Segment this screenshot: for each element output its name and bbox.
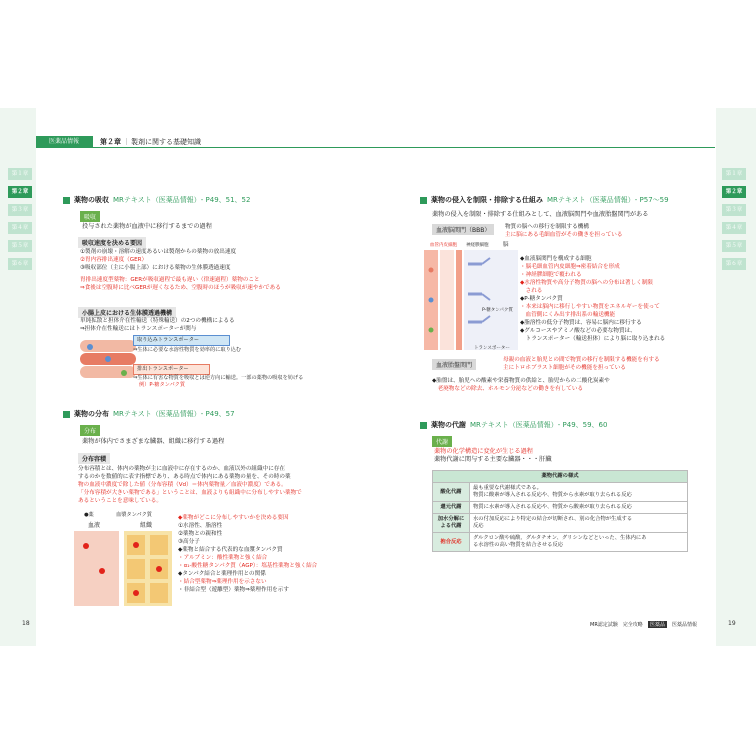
table-value-line: グルクロン酸や硫酸、グルタチオン、グリシンなどといった、生体内にあ bbox=[473, 535, 647, 541]
barrier-intro: 薬物の侵入を制限・排除する仕組みとして、血液脳関門や血液胎盤関門がある bbox=[432, 211, 649, 218]
chapter-tab[interactable]: 第４章 bbox=[722, 222, 746, 234]
bbb-point: ・脳毛細血管内皮細胞⇒密着結合を形成 bbox=[520, 264, 620, 270]
bbb-illustration bbox=[424, 250, 518, 350]
uptake-transporter-label: 取り込みトランスポーター bbox=[137, 337, 200, 343]
vd-line-3: 物の血液中濃度で除した値（分布容積（Vd）＝体内薬物量／血液中濃度）である。 bbox=[78, 482, 287, 488]
distribution-point: ・α₁-酸性糖タンパク質（AGP）：塩基性薬物と強く結合 bbox=[178, 563, 318, 569]
chapter-tab[interactable]: 第５章 bbox=[722, 240, 746, 252]
metabolism-desc-2: 薬物代謝に関与する主要な臓器・・・肝臓 bbox=[434, 456, 552, 463]
table-value-line: 最も重要な代謝様式である。 bbox=[473, 485, 542, 491]
header-rule bbox=[35, 147, 715, 148]
page-number-right: 19 bbox=[728, 620, 736, 627]
bbb-point: ◆血液脳関門を構成する細胞 bbox=[520, 256, 592, 262]
absorption-heading bbox=[63, 195, 250, 205]
header-chapter: 第２章 bbox=[100, 138, 121, 146]
table-value bbox=[470, 483, 688, 502]
footer-book-sub: 医薬品情報 bbox=[672, 622, 698, 628]
distribution-point: ◆薬物がどこに分布しやすいかを決める要因 bbox=[178, 515, 289, 521]
distribution-point: ◆薬物と結合する代表的な血漿タンパク質 bbox=[178, 547, 283, 553]
metabolism-table bbox=[432, 470, 688, 552]
bbb-point: トランスポーター（輸送担体）により脳に取り込まれる bbox=[520, 336, 666, 342]
table-value-line: 反応 bbox=[473, 523, 484, 529]
uptake-transporter-box bbox=[133, 335, 230, 346]
table-key: 抱合反応 bbox=[433, 533, 470, 552]
absorption-note-1: 胃排出速度型薬物：GERが吸収過程で最も遅い（律速過程）薬物のこと bbox=[80, 277, 260, 283]
legend-plasma-protein: 血漿タンパク質 bbox=[116, 512, 152, 518]
intestine-illustration bbox=[78, 335, 138, 385]
page-number-left: 18 bbox=[22, 620, 30, 627]
table-value bbox=[470, 502, 688, 514]
header-badge: 医薬品情報 bbox=[35, 136, 93, 147]
chapter-tab[interactable]: 第５章 bbox=[8, 240, 32, 252]
vd-line-1: 分布容積とは、体内の薬物が主に血液中に存在するのか、血液以外の組織中に存在 bbox=[78, 466, 285, 472]
bbb-point: ・本来は脳内に移行しやすい物質をエネルギーを使って bbox=[520, 304, 660, 310]
chapter-tab[interactable]: 第３章 bbox=[722, 204, 746, 216]
bbb-point: ◆脂溶性の低分子物質は、容易に脳内に移行する bbox=[520, 320, 642, 326]
absorption-factor-3: ③吸収部位（主に小腸上部）における薬物の生体膜透過速度 bbox=[80, 265, 231, 271]
bbb-point: される bbox=[520, 288, 543, 294]
distribution-desc: 薬物が体内でさまざまな臓器、組織に移行する過程 bbox=[82, 438, 225, 445]
bullet-square-icon bbox=[420, 197, 427, 204]
bbb-point: 血管側にくみ出す排出系の輸送機能 bbox=[520, 312, 616, 318]
bbb-tag: 血液脳関門（BBB） bbox=[432, 224, 494, 235]
membrane-text-2: ⇒担体介在性輸送にはトランスポーターが関与 bbox=[80, 326, 197, 332]
bullet-square-icon bbox=[63, 197, 70, 204]
absorption-title: 薬物の吸収 bbox=[74, 196, 109, 204]
table-row bbox=[433, 483, 688, 502]
bullet-square-icon bbox=[420, 422, 427, 429]
vd-line-5: あるということを意味している。 bbox=[78, 498, 162, 504]
distribution-point: ◆タンパク結合と薬理作用との関係 bbox=[178, 571, 266, 577]
distribution-point: ③高分子 bbox=[178, 539, 200, 545]
header-title: 製剤に関する基礎知識 bbox=[131, 138, 201, 146]
chapter-tab[interactable]: 第２章 bbox=[8, 186, 32, 198]
absorption-factors-heading: 吸収速度を決める要因 bbox=[78, 237, 146, 248]
fig-label-tissue: 組織 bbox=[140, 522, 153, 529]
bbb-point: ・神経膠細胞で覆われる bbox=[520, 272, 582, 278]
legend-drug: ●薬 bbox=[84, 512, 94, 518]
efflux-transporter-box bbox=[133, 364, 210, 375]
distribution-illustration bbox=[74, 531, 174, 606]
table-value-line: 物質に水素が導入される反応や、物質から酸素が取り去られる反応 bbox=[473, 504, 632, 510]
metabolism-tag: 代謝 bbox=[432, 436, 452, 447]
table-value-line: 水の付加反応により特定の結合が切断され、別の化合物が生成する bbox=[473, 516, 633, 522]
metabolism-desc-1: 薬物の化学構造に変化が生じる過程 bbox=[434, 448, 533, 455]
barrier-heading bbox=[420, 195, 669, 205]
distribution-point: ・結合型薬物⇒薬理作用を示さない bbox=[178, 579, 267, 585]
placenta-tag: 血液胎盤関門 bbox=[432, 359, 476, 370]
bbb-desc-1: 物質の脳への移行を制限する機構 bbox=[505, 224, 589, 230]
distribution-point: ・アルブミン：酸性薬物と強く結合 bbox=[178, 555, 268, 561]
fig-label-endothelial: 血管内皮細胞 bbox=[430, 243, 457, 248]
chapter-tab[interactable]: 第１章 bbox=[722, 168, 746, 180]
efflux-transporter-example: 例）P-糖タンパク質 bbox=[139, 382, 186, 388]
table-key: 還元代謝 bbox=[433, 502, 470, 514]
membrane-text-1: 単純拡散と担体介在性輸送（特殊輸送）の2つの機構によるる bbox=[80, 318, 235, 324]
distribution-point: ・非結合型（遊離型）薬物⇒薬理作用を示す bbox=[178, 587, 289, 593]
barrier-ref: MRテキスト（医薬品情報）- P57〜59 bbox=[547, 196, 669, 204]
header-sep: ｜ bbox=[123, 138, 130, 146]
absorption-note-2: ⇒食後は空腹時に比べGERが遅くなるため、空腹時のほうが吸収が速やかである bbox=[80, 285, 281, 291]
distribution-heading bbox=[63, 409, 235, 419]
uptake-transporter-desc: ⇒生体に必要な水溶性物質を効率的に取り込む bbox=[133, 347, 242, 353]
metabolism-title: 薬物の代謝 bbox=[431, 421, 466, 429]
chapter-tab[interactable]: 第４章 bbox=[8, 222, 32, 234]
table-row bbox=[433, 533, 688, 552]
absorption-ref: MRテキスト（医薬品情報）- P49、51、52 bbox=[113, 196, 251, 204]
bbb-desc-2: 主に脳にある毛細血管がその働きを担っている bbox=[505, 232, 623, 238]
distribution-point: ①水溶性、脂溶性 bbox=[178, 523, 223, 529]
table-value-line: る水溶性の高い物質を結合させる反応 bbox=[473, 542, 564, 548]
metabolism-heading bbox=[420, 420, 607, 430]
efflux-transporter-desc: ⇒生体に有害な物質を吸収とは逆方向に輸送。一部の薬物の吸収を妨げる bbox=[133, 375, 304, 381]
membrane-heading: 小腸上皮における生体膜透過機構 bbox=[78, 307, 176, 318]
table-key: 酸化代謝 bbox=[433, 483, 470, 502]
absorption-tag: 吸収 bbox=[80, 211, 100, 222]
bbb-point: ◆グルコースやアミノ酸などの必要な物質は、 bbox=[520, 328, 636, 334]
vd-heading: 分布容積 bbox=[78, 453, 110, 464]
absorption-factor-1: ①製剤の崩壊・溶解の速度あるいは製剤からの薬物の放出速度 bbox=[80, 249, 237, 255]
footer-book-tab: 医薬品 bbox=[650, 622, 666, 628]
table-value bbox=[470, 514, 688, 533]
table-value-line: 物質に酸素が導入される反応や、物質から水素が取り去られる反応 bbox=[473, 492, 632, 498]
table-row bbox=[433, 514, 688, 533]
table-row bbox=[433, 502, 688, 514]
chapter-tab[interactable]: 第６章 bbox=[8, 258, 32, 270]
placenta-desc-1: 母親の血液と胎児との間で物質の移行を制限する機能を有する bbox=[503, 357, 660, 363]
chapter-tab[interactable]: 第６章 bbox=[722, 258, 746, 270]
vd-line-4: 「分布容積が大きい薬物である」ということは、血液よりも組織中に分布しやすい薬物で bbox=[78, 490, 302, 496]
fig-label-glia: 神経膠細胞 bbox=[466, 243, 489, 248]
distribution-ref: MRテキスト（医薬品情報）- P49、57 bbox=[113, 410, 235, 418]
placenta-note-2: 老廃物などの除去、ホルモン分泌などの働きを有している bbox=[432, 386, 584, 392]
distribution-title: 薬物の分布 bbox=[74, 410, 109, 418]
chapter-tab[interactable]: 第３章 bbox=[8, 204, 32, 216]
fig-label-transporter: トランスポーター bbox=[474, 346, 510, 351]
absorption-desc: 投与された薬物が血液中に移行するまでの過程 bbox=[82, 223, 212, 230]
fig-label-brain: 脳 bbox=[503, 242, 509, 248]
table-value bbox=[470, 533, 688, 552]
efflux-transporter-label: 排出トランスポーター bbox=[137, 366, 189, 372]
chapter-tab[interactable]: 第２章 bbox=[722, 186, 746, 198]
fig-label-pgp: P-糖タンパク質 bbox=[482, 308, 513, 313]
fig-label-blood: 血液 bbox=[88, 522, 101, 529]
distribution-tag: 分布 bbox=[80, 425, 100, 436]
distribution-point: ②薬物との親和性 bbox=[178, 531, 223, 537]
chapter-tab[interactable]: 第１章 bbox=[8, 168, 32, 180]
bbb-point: ◆水溶性物質や高分子物質の脳への分布は著しく制限 bbox=[520, 280, 653, 286]
table-key: 加水分解による代謝 bbox=[433, 514, 470, 533]
absorption-factor-2: ②胃内容排出速度（GER） bbox=[80, 257, 148, 263]
vd-line-2: するのかを数値的に表す指標であり、ある時点で体内にある薬物の量を、その時の薬 bbox=[78, 474, 291, 480]
placenta-note-1: ◆胎盤は、胎児への酸素や栄養物質の供給と、胎児からの二酸化炭素や bbox=[432, 378, 610, 384]
footer-book: MR認定試験 完全攻略 bbox=[590, 622, 643, 628]
barrier-title: 薬物の侵入を制限・排除する仕組み bbox=[431, 196, 543, 204]
placenta-desc-2: 主にトロホブラスト細胞がその機能を担っている bbox=[503, 365, 626, 371]
metabolism-table-title: 薬物代謝の様式 bbox=[433, 471, 688, 483]
metabolism-ref: MRテキスト（医薬品情報）- P49、59、60 bbox=[470, 421, 608, 429]
bullet-square-icon bbox=[63, 411, 70, 418]
bbb-point: ◆P-糖タンパク質 bbox=[520, 296, 563, 302]
